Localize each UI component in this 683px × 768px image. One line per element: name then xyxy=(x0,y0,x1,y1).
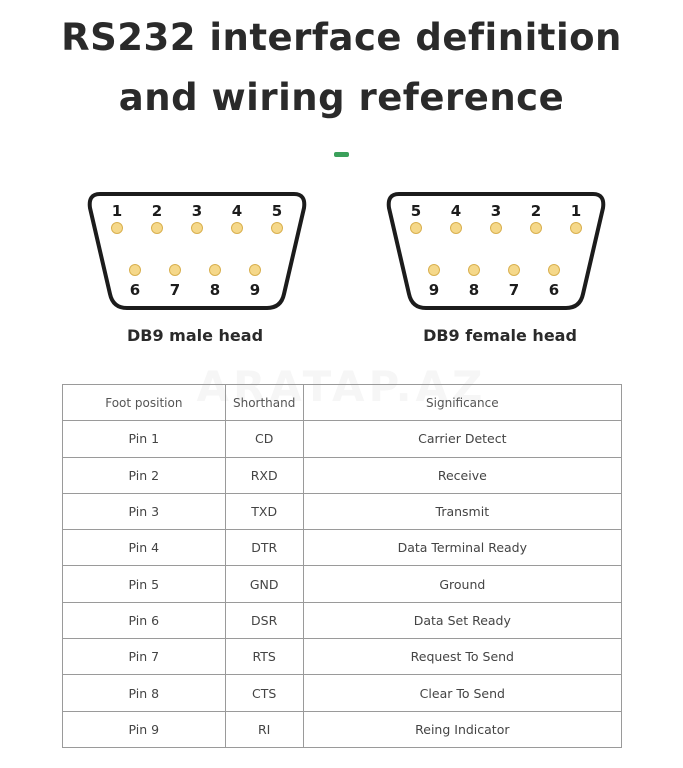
pin-contact xyxy=(429,265,440,276)
pin-number-label: 3 xyxy=(490,202,502,220)
pin-contact xyxy=(571,223,582,234)
pin-shorthand-cell: TXD xyxy=(225,493,303,529)
pin-contact xyxy=(210,265,221,276)
header-significance: Significance xyxy=(303,385,621,421)
pin-position-cell: Pin 7 xyxy=(63,639,226,675)
pin-number-label: 7 xyxy=(508,281,520,299)
pin-number-label: 9 xyxy=(428,281,440,299)
pin-contact xyxy=(509,265,520,276)
pin-definition-table xyxy=(62,384,622,748)
pin-significance-cell: Data Terminal Ready xyxy=(303,530,621,566)
pin-number-label: 1 xyxy=(111,202,123,220)
pin-contact xyxy=(491,223,502,234)
page-title-line-1: RS232 interface definition xyxy=(61,16,622,59)
pin-position-cell: Pin 2 xyxy=(63,457,226,493)
pin-significance-cell: Ground xyxy=(303,566,621,602)
pin-contact xyxy=(112,223,123,234)
male-connector-caption: DB9 male head xyxy=(126,326,264,345)
pin-number-label: 5 xyxy=(271,202,283,220)
table-row xyxy=(63,566,622,602)
pin-number-label: 6 xyxy=(129,281,141,299)
pin-position-cell: Pin 5 xyxy=(63,566,226,602)
pin-contact xyxy=(130,265,141,276)
pin-significance-cell: Reing Indicator xyxy=(303,711,621,747)
db9-female-connector xyxy=(383,190,609,312)
pin-contact xyxy=(170,265,181,276)
pin-significance-cell: Carrier Detect xyxy=(303,421,621,457)
pin-number-label: 8 xyxy=(468,281,480,299)
pin-contact xyxy=(549,265,560,276)
pin-contact xyxy=(272,223,283,234)
pin-number-label: 6 xyxy=(548,281,560,299)
pin-number-label: 2 xyxy=(151,202,163,220)
pin-number-label: 3 xyxy=(191,202,203,220)
table-header-row xyxy=(63,385,622,421)
db9-male-connector xyxy=(84,190,310,312)
pin-position-cell: Pin 4 xyxy=(63,530,226,566)
pin-shorthand-cell: RI xyxy=(225,711,303,747)
page-title-line-2: and wiring reference xyxy=(118,76,565,119)
pin-significance-cell: Transmit xyxy=(303,493,621,529)
pin-contact xyxy=(232,223,243,234)
pin-contact xyxy=(531,223,542,234)
table-row xyxy=(63,421,622,457)
pin-number-label: 5 xyxy=(410,202,422,220)
pin-position-cell: Pin 1 xyxy=(63,421,226,457)
table-row xyxy=(63,493,622,529)
pin-significance-cell: Receive xyxy=(303,457,621,493)
pin-number-label: 8 xyxy=(209,281,221,299)
pin-position-cell: Pin 6 xyxy=(63,602,226,638)
table-row xyxy=(63,530,622,566)
pin-contact xyxy=(192,223,203,234)
pin-shorthand-cell: CD xyxy=(225,421,303,457)
pin-position-cell: Pin 9 xyxy=(63,711,226,747)
pin-significance-cell: Request To Send xyxy=(303,639,621,675)
table-row xyxy=(63,639,622,675)
pin-number-label: 2 xyxy=(530,202,542,220)
table-row xyxy=(63,602,622,638)
table-row xyxy=(63,711,622,747)
table-row xyxy=(63,675,622,711)
female-connector-caption: DB9 female head xyxy=(423,326,577,345)
pin-shorthand-cell: CTS xyxy=(225,675,303,711)
header-shorthand: Shorthand xyxy=(225,385,303,421)
pin-shorthand-cell: DTR xyxy=(225,530,303,566)
pin-contact xyxy=(411,223,422,234)
pin-contact xyxy=(469,265,480,276)
pin-contact xyxy=(250,265,261,276)
pin-position-cell: Pin 3 xyxy=(63,493,226,529)
pin-number-label: 1 xyxy=(570,202,582,220)
pin-position-cell: Pin 8 xyxy=(63,675,226,711)
pin-significance-cell: Data Set Ready xyxy=(303,602,621,638)
pin-number-label: 4 xyxy=(231,202,243,220)
pin-shorthand-cell: RXD xyxy=(225,457,303,493)
pin-shorthand-cell: RTS xyxy=(225,639,303,675)
pin-contact xyxy=(451,223,462,234)
pin-number-label: 7 xyxy=(169,281,181,299)
header-foot-position: Foot position xyxy=(63,385,226,421)
pin-shorthand-cell: DSR xyxy=(225,602,303,638)
pin-significance-cell: Clear To Send xyxy=(303,675,621,711)
pin-contact xyxy=(152,223,163,234)
accent-bar xyxy=(334,152,349,157)
table-row xyxy=(63,457,622,493)
pin-number-label: 4 xyxy=(450,202,462,220)
pin-shorthand-cell: GND xyxy=(225,566,303,602)
pin-number-label: 9 xyxy=(249,281,261,299)
